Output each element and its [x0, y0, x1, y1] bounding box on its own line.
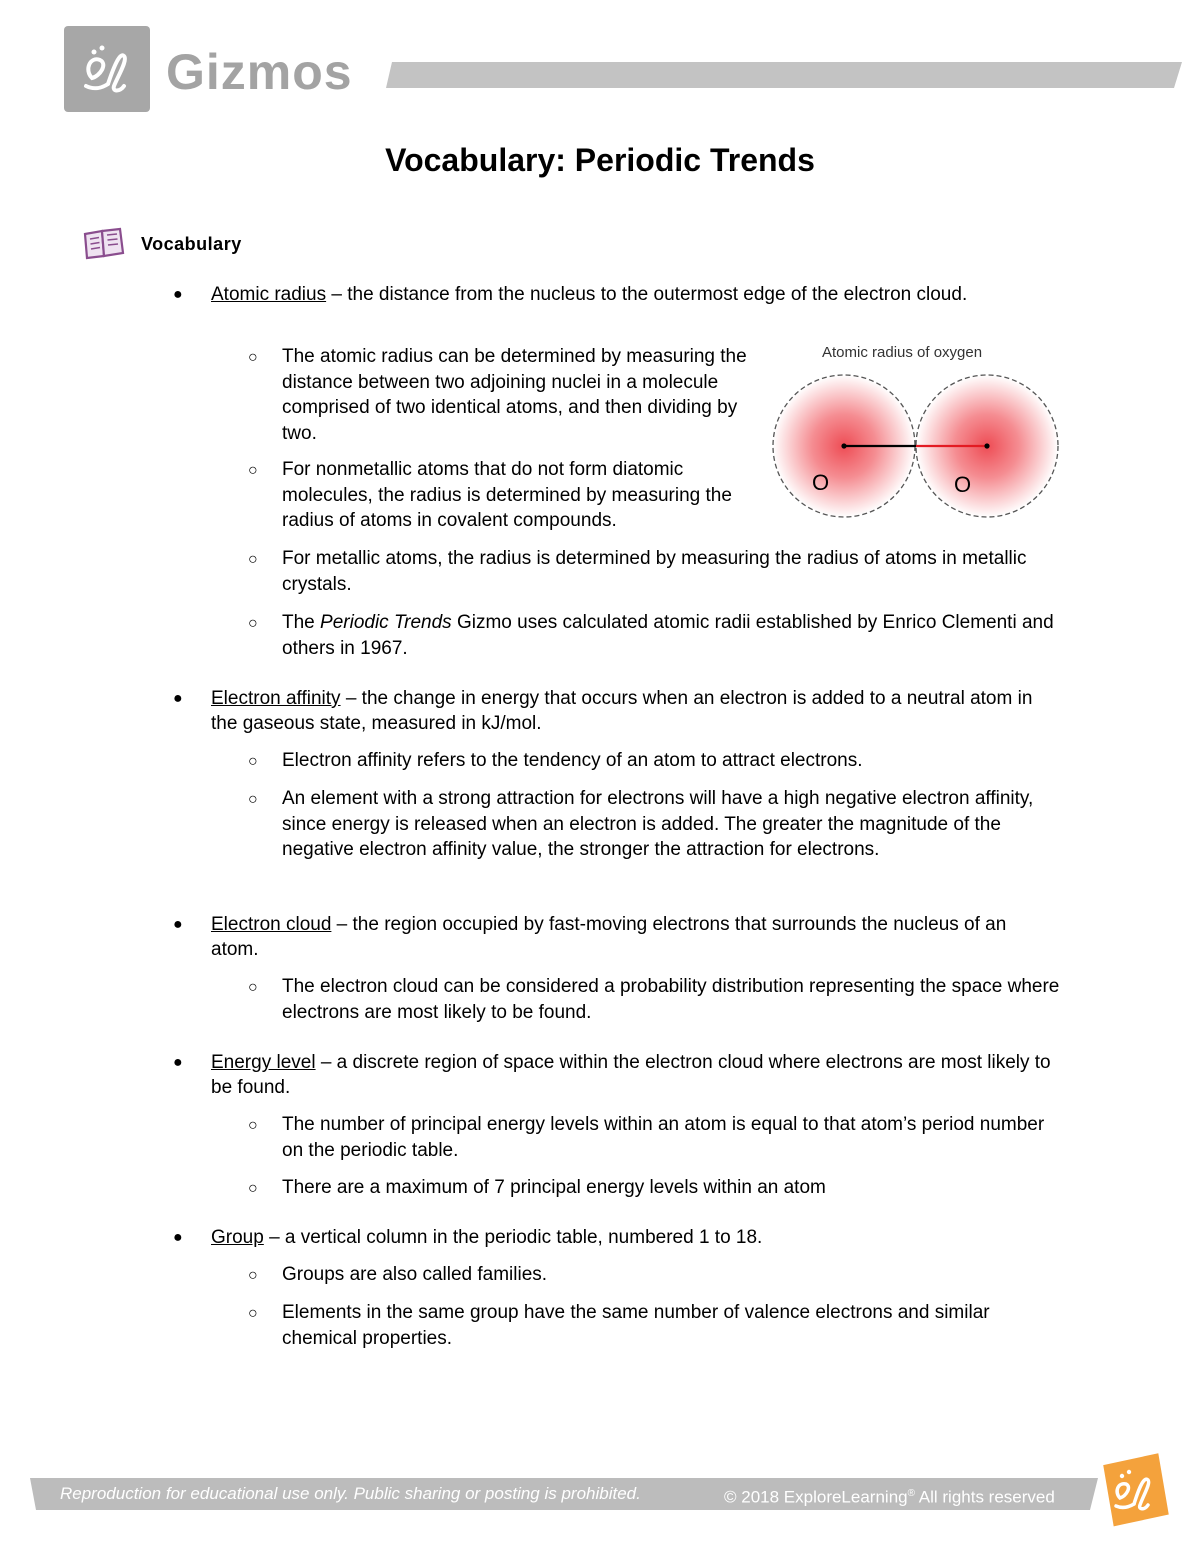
copyright-text: © 2018 ExploreLearning — [724, 1487, 908, 1507]
term-definition: – the region occupied by fast-moving electrons that surrounds the nucleus of an atom. — [211, 914, 1007, 960]
circle-marker-icon: ○ — [248, 1267, 258, 1284]
point-text: Groups are also called families. — [282, 1264, 548, 1285]
term-definition: – the change in energy that occurs when an electron is added to a neutral atom in the gaseous state, measured in kJ/mol. — [211, 688, 1033, 734]
list-item — [248, 344, 760, 446]
bullet-icon: ● — [173, 286, 183, 303]
term-name: Electron cloud — [211, 914, 332, 935]
circle-marker-icon: ○ — [248, 753, 258, 770]
page-title: Vocabulary: Periodic Trends — [385, 142, 815, 178]
rights-text: All rights reserved — [914, 1487, 1055, 1507]
registered-mark: ® — [907, 1488, 915, 1499]
point-text: The number of principal energy levels within an atom is equal to that atom’s period number on the periodic table. — [282, 1114, 1045, 1161]
circle-marker-icon: ○ — [248, 979, 258, 996]
header-divider-bar — [386, 62, 1182, 88]
list-item — [248, 1300, 1062, 1351]
list-item — [248, 1112, 1062, 1163]
list-item — [248, 786, 1062, 863]
term-energy-level — [173, 1050, 1056, 1100]
point-text: The — [282, 612, 321, 633]
atom-label-left: O — [812, 470, 830, 495]
term-atomic-radius — [173, 282, 1056, 307]
point-text: An element with a strong attraction for electrons will have a high negative electron affinity, since energy is released when an electron is added. The greater the magnitude of the negative electron affinity value, the stronger the attraction for electrons. — [282, 788, 1034, 860]
term-name: Electron affinity — [211, 688, 341, 709]
term-electron-affinity — [173, 686, 1056, 736]
list-item — [248, 974, 1062, 1025]
list-item — [248, 457, 760, 534]
figure-caption: Atomic radius of oxygen — [822, 344, 983, 361]
nucleus-left — [841, 443, 846, 448]
term-definition: – a vertical column in the periodic table, numbered 1 to 18. — [263, 1227, 763, 1248]
point-text: Elements in the same group have the same number of valence electrons and similar chemical properties. — [282, 1302, 990, 1349]
list-item — [248, 1262, 1062, 1288]
point-text: For nonmetallic atoms that do not form diatomic molecules, the radius is determined by measuring the radius of atoms in covalent compounds. — [282, 459, 732, 531]
el-logo-icon — [1098, 1452, 1170, 1528]
footer-copyright — [724, 1484, 1055, 1508]
list-item — [248, 610, 1062, 661]
point-text: There are a maximum of 7 principal energy levels within an atom — [282, 1177, 826, 1198]
point-text: The electron cloud can be considered a probability distribution representing the space where electrons are most likely to be found. — [282, 976, 1060, 1023]
bullet-icon: ● — [173, 916, 183, 933]
term-name: Energy level — [211, 1052, 316, 1073]
list-item — [248, 1175, 1062, 1201]
gizmos-logo — [64, 26, 150, 112]
brand-name: Gizmos — [166, 44, 353, 100]
term-group — [173, 1225, 1056, 1250]
term-name: Group — [211, 1227, 264, 1248]
atom-label-right: O — [954, 472, 972, 497]
circle-marker-icon: ○ — [248, 615, 258, 632]
point-text: Gizmo uses calculated atomic radii established by Enrico Clementi and others in 1967. — [282, 612, 1054, 659]
nucleus-right — [984, 443, 989, 448]
circle-marker-icon: ○ — [248, 462, 258, 479]
bullet-icon: ● — [173, 1229, 183, 1246]
term-electron-cloud — [173, 912, 1056, 962]
circle-marker-icon: ○ — [248, 1117, 258, 1134]
gizmo-name: Periodic Trends — [320, 612, 452, 633]
point-text: For metallic atoms, the radius is determined by measuring the radius of atoms in metallic crystals. — [282, 548, 1027, 595]
circle-marker-icon: ○ — [248, 1180, 258, 1197]
circle-marker-icon: ○ — [248, 349, 258, 366]
point-text: Electron affinity refers to the tendency of an atom to attract electrons. — [282, 750, 863, 771]
term-definition: – a discrete region of space within the electron cloud where electrons are most likely to be found. — [211, 1052, 1051, 1098]
point-text: The atomic radius can be determined by measuring the distance between two adjoining nuclei in a molecule comprised of two identical atoms, and then dividing by two. — [282, 346, 747, 444]
list-item — [248, 748, 1062, 774]
footer-notice: Reproduction for educational use only. Public sharing or posting is prohibited. — [60, 1484, 641, 1503]
circle-marker-icon: ○ — [248, 551, 258, 568]
bullet-icon: ● — [173, 690, 183, 707]
term-name: Atomic radius — [211, 284, 327, 305]
oxygen-atomic-radius-diagram — [768, 370, 1064, 524]
circle-marker-icon: ○ — [248, 1305, 258, 1322]
term-definition: – the distance from the nucleus to the outermost edge of the electron cloud. — [326, 284, 968, 305]
book-icon — [82, 226, 126, 262]
el-logo-icon — [64, 26, 150, 112]
bullet-icon: ● — [173, 1054, 183, 1071]
section-heading: Vocabulary — [141, 234, 242, 254]
list-item — [248, 546, 1062, 597]
circle-marker-icon: ○ — [248, 791, 258, 808]
